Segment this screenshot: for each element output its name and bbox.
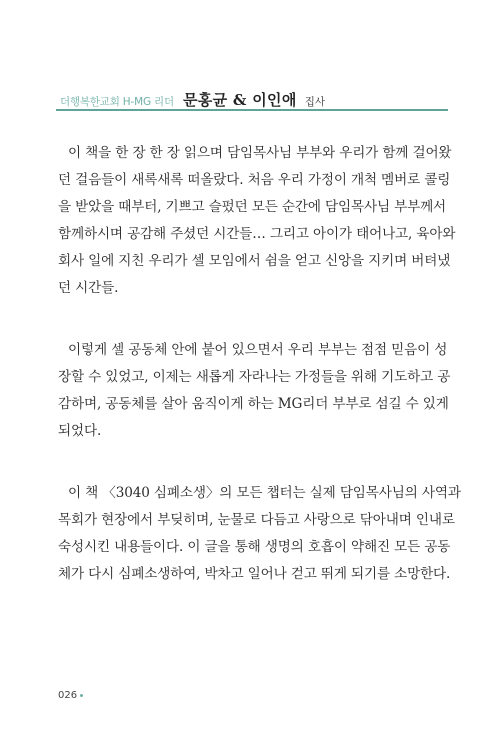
- page-number-text: 026: [58, 690, 78, 701]
- text-line: 함께하시며 공감해 주셨던 시간들… 그리고 아이가 태어나고, 육아와: [58, 226, 456, 242]
- text-line: 숙성시킨 내용들이다. 이 글을 통해 생명의 호흡이 약해진 모든 공동: [58, 539, 451, 555]
- text-line: 되었다.: [58, 423, 102, 439]
- body-text: [58, 140, 461, 623]
- text-line: 던 시간들.: [58, 280, 119, 296]
- header-author-names: 문홍균 & 이인애: [183, 91, 297, 109]
- header-church-role: 더행복한교회 H-MG 리더: [60, 96, 174, 108]
- text-line: 을 받았을 때부터, 기쁘고 슬펐던 모든 순간에 담임목사님 부부께서: [58, 199, 447, 215]
- paragraph-3: [58, 480, 461, 588]
- paragraph-1: [58, 140, 456, 302]
- header-author-title: 집사: [304, 96, 326, 108]
- text-line: 감하며, 공동체를 살아 움직이게 하는 MG리더 부부로 섬길 수 있게: [58, 396, 449, 412]
- text-line: 던 걸음들이 새록새록 떠올랐다. 처음 우리 가정이 개척 멤버로 콜링: [58, 172, 451, 188]
- text-line: 체가 다시 심폐소생하여, 박차고 일어나 걷고 뛰게 되기를 소망한다.: [58, 566, 451, 582]
- text-line: 장할 수 있었고, 이제는 새롭게 자라나는 가정들을 위해 기도하고 공: [58, 369, 451, 385]
- header-line: [60, 91, 325, 111]
- text-line: 이 책을 한 장 한 장 읽으며 담임목사님 부부와 우리가 함께 걸어왔: [68, 145, 452, 161]
- text-line: 이 책 〈3040 심폐소생〉의 모든 챕터는 실제 담임목사님의 사역과: [68, 485, 461, 501]
- paragraph-2: [58, 337, 451, 445]
- text-line: 목회가 현장에서 부딪히며, 눈물로 다듬고 사랑으로 닦아내며 인내로: [58, 512, 455, 528]
- text-line: 이렇게 셀 공동체 안에 붙어 있으면서 우리 부부는 점점 믿음이 성: [68, 342, 448, 358]
- running-header: [56, 91, 448, 111]
- text-line: 회사 일에 지친 우리가 셀 모임에서 쉼을 얻고 신앙을 지키며 버텨냈: [58, 253, 451, 269]
- folio-dot-icon: [80, 694, 83, 697]
- page-number: [58, 690, 83, 701]
